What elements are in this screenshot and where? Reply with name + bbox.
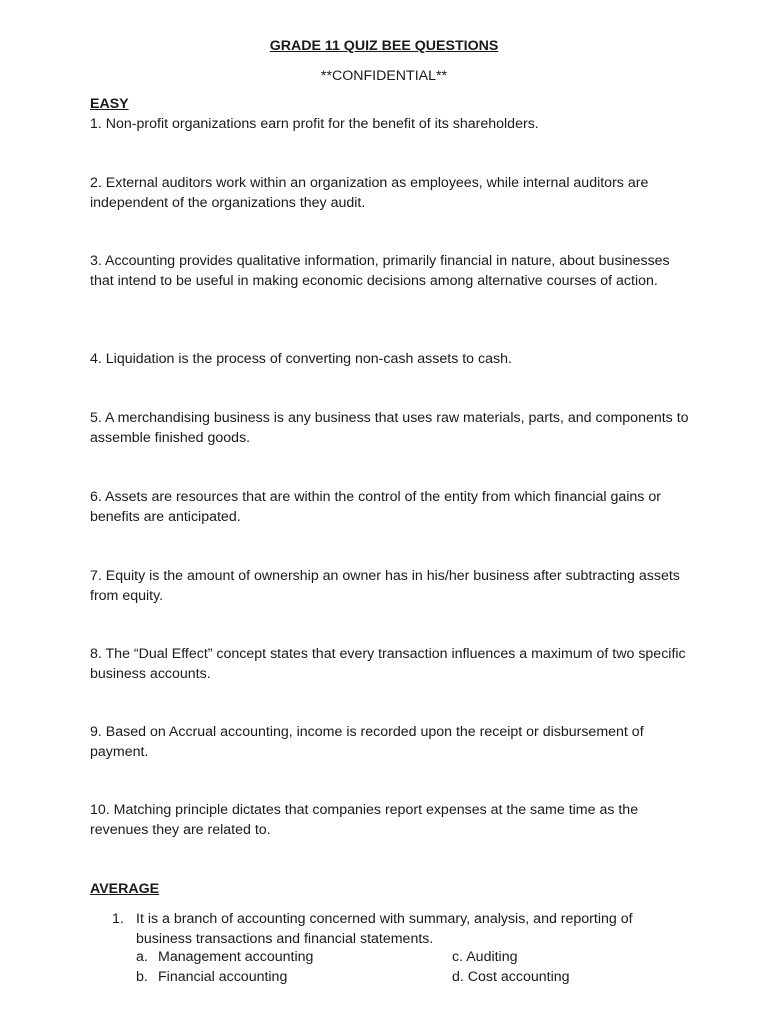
options-row-2 [136,968,676,988]
option-text: Auditing [466,949,518,965]
option-text: Management accounting [158,949,314,965]
question-stem: It is a branch of accounting concerned with summary, analysis, and reporting of business transactions and financial statements. [136,911,633,947]
easy-question-2: 2. External auditors work within an organization as employees, while internal auditors are independent of the organizations they audit. [90,175,649,211]
option-letter: a. [136,949,148,965]
option-letter: b. [136,969,148,985]
easy-question-3: 3. Accounting provides qualitative information, primarily financial in nature, about businesses that intend to be useful in making economic decisions among alternative courses of action. [90,253,670,289]
question-number: 1. [112,911,124,927]
average-section-heading: AVERAGE [90,881,160,897]
easy-question-6: 6. Assets are resources that are within the control of the entity from which financial gains or benefits are anticipated. [90,489,661,525]
easy-section-heading: EASY [90,96,129,112]
option-letter: d. [452,969,464,985]
average-question-1 [112,910,672,949]
option-d [452,968,570,988]
easy-question-8: 8. The “Dual Effect” concept states that every transaction influences a maximum of two specific business accounts. [90,646,686,682]
option-text: Cost accounting [467,969,570,985]
document-title: GRADE 11 QUIZ BEE QUESTIONS [269,38,499,54]
option-c [452,948,518,968]
easy-question-4: 4. Liquidation is the process of converting non-cash assets to cash. [90,351,512,367]
option-text: Financial accounting [158,969,288,985]
confidential-label: **CONFIDENTIAL** [320,68,448,84]
easy-question-9: 9. Based on Accrual accounting, income is recorded upon the receipt or disbursement of payment. [90,724,644,760]
easy-question-7: 7. Equity is the amount of ownership an owner has in his/her business after subtracting assets from equity. [90,568,680,604]
easy-question-5: 5. A merchandising business is any business that uses raw materials, parts, and components to assemble finished goods. [90,410,689,446]
option-a [136,948,313,968]
options-row-1 [136,948,676,968]
easy-question-10: 10. Matching principle dictates that companies report expenses at the same time as the revenues they are related to. [90,802,639,838]
option-letter: c. [452,949,464,965]
option-b [136,968,287,988]
easy-question-1: 1. Non-profit organizations earn profit for the benefit of its shareholders. [90,116,539,132]
